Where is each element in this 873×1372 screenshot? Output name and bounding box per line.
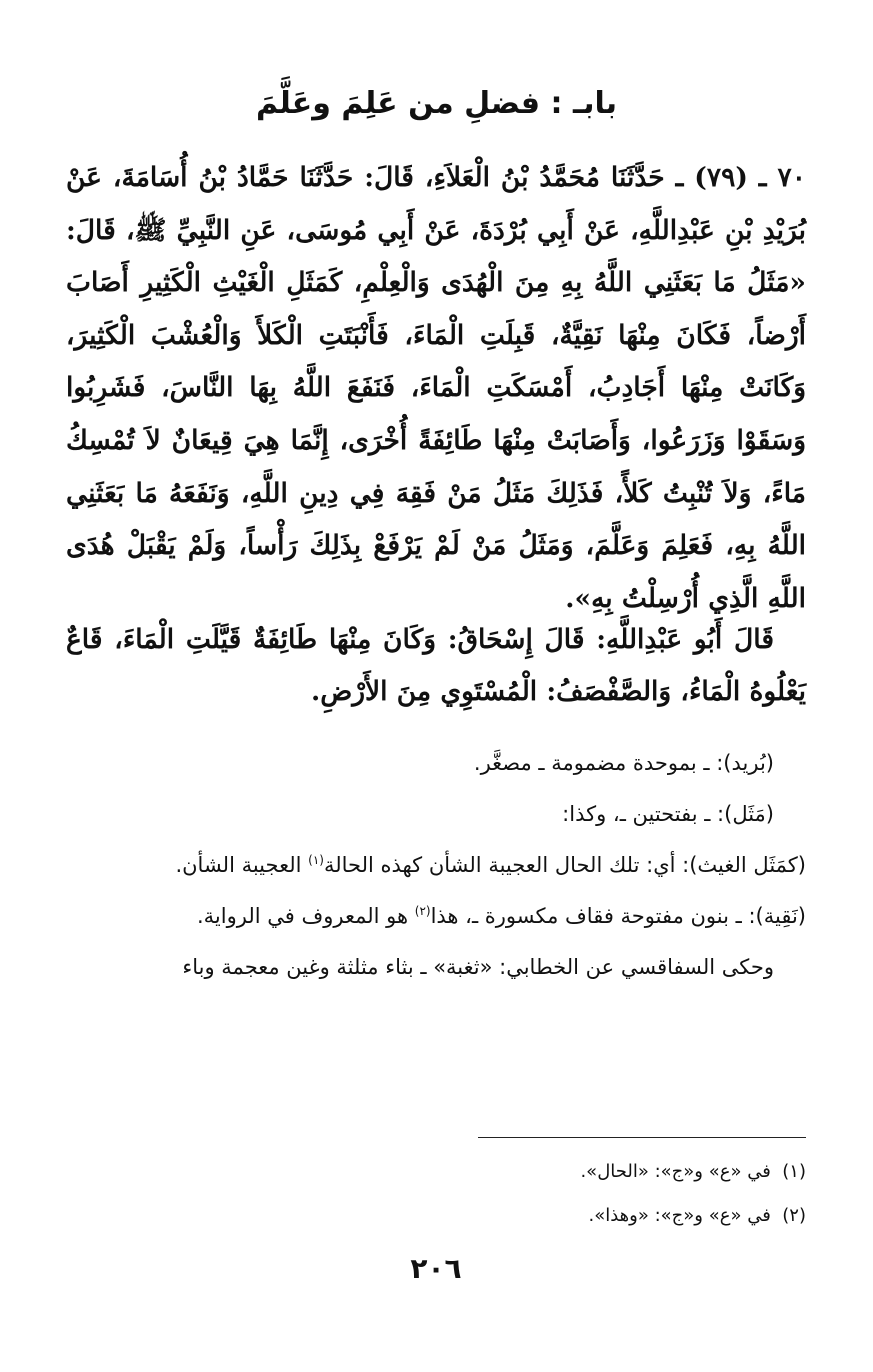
hadith-text: ٧٠ ـ (٧٩) ـ حَدَّثَنَا مُحَمَّدُ بْنُ الْعَلاَءِ، قَالَ: حَدَّثَنَا حَمَّادُ بْنُ أُسَامَةَ، عَنْ بُرَيْدِ بْنِ عَبْدِاللَّهِ، عَنْ أَبِي بُرْدَةَ، عَنْ أَبِي مُوسَى، عَنِ النَّبِيِّ ﷺ، قَالَ: «مَثَلُ مَا بَعَثَنِي اللَّهُ بِهِ مِنَ الْهُدَى وَالْعِلْمِ، كَمَثَلِ الْغَيْثِ الْكَثِيرِ أَصَابَ أَرْضاً، فَكَانَ مِنْهَا نَقِيَّةٌ، قَبِلَتِ الْمَاءَ، فَأَنْبَتَتِ الْكَلأَ وَالْعُشْبَ الْكَثِيرَ، وَكَانَتْ مِنْهَا أَجَادِبُ، أَمْسَكَتِ الْمَاءَ، فَنَفَعَ اللَّهُ بِهَا النَّاسَ، فَشَرِبُوا وَسَقَوْا وَزَرَعُوا، وَأَصَابَتْ مِنْهَا طَائِفَةً أُخْرَى، إِنَّمَا هِيَ قِيعَانٌ لاَ تُمْسِكُ مَاءً، وَلاَ تُنْبِتُ كَلأً، فَذَلِكَ مَثَلُ مَنْ فَقِهَ فِي دِينِ اللَّهِ، وَنَفَعَهُ مَا بَعَثَنِي اللَّهُ بِهِ، فَعَلِمَ وَعَلَّمَ، وَمَثَلُ مَنْ لَمْ يَرْفَعْ بِذَلِكَ رَأْساً، وَلَمْ يَقْبَلْ هُدَى اللَّهِ الَّذِي أُرْسِلْتُ بِهِ». (66, 162, 806, 614)
page-number: ٢٠٦ (410, 1252, 462, 1285)
commentary-text: العجيبة الشأن. (175, 853, 309, 877)
footnote-text: في «ع» و«ج»: «الحال». (580, 1161, 771, 1182)
footnote-divider (478, 1137, 806, 1138)
footnote (300, 1194, 806, 1238)
footnote-ref: (١) (308, 853, 324, 867)
commentary-paragraph: (مَثَل): ـ بفتحتين ـ، وكذا: (562, 802, 774, 826)
footnote-number: (٢) (782, 1205, 806, 1226)
commentary-paragraph: وحكى السفاقسي عن الخطابي: «ثغبة» ـ بثاء مثلثة وغين معجمة وباء (182, 955, 774, 979)
commentary-text: هو المعروف في الرواية. (197, 904, 415, 928)
commentary-paragraph: (بُريد): ـ بموحدة مضمومة ـ مصغَّر. (473, 751, 774, 775)
commentary-text: (نَقِية): ـ بنون مفتوحة فقاف مكسورة ـ، هذا (430, 904, 806, 928)
narrator-note: قَالَ أَبُو عَبْدِاللَّهِ: قَالَ إِسْحَاقُ: وَكَانَ مِنْهَا طَائِفَةٌ قَيَّلَتِ الْمَاءَ، قَاعٌ يَعْلُوهُ الْمَاءُ، وَالصَّفْصَفُ: الْمُسْتَوِي مِنَ الأَرْضِ. (66, 624, 806, 707)
commentary-paragraph (70, 891, 806, 942)
commentary (70, 738, 806, 993)
footnote-number: (١) (782, 1161, 806, 1182)
chapter-title: بابـ : فضلِ من عَلِمَ وعَلَّمَ (256, 86, 617, 121)
footnote (300, 1150, 806, 1194)
footnote-ref: (٢) (414, 904, 431, 918)
footnotes (300, 1150, 806, 1238)
footnote-text: في «ع» و«ج»: «وهذا». (588, 1205, 771, 1226)
commentary-paragraph (70, 840, 806, 891)
commentary-text: (كمَثَل الغيث): أي: تلك الحال العجيبة الشأن كهذه الحالة (323, 853, 806, 877)
